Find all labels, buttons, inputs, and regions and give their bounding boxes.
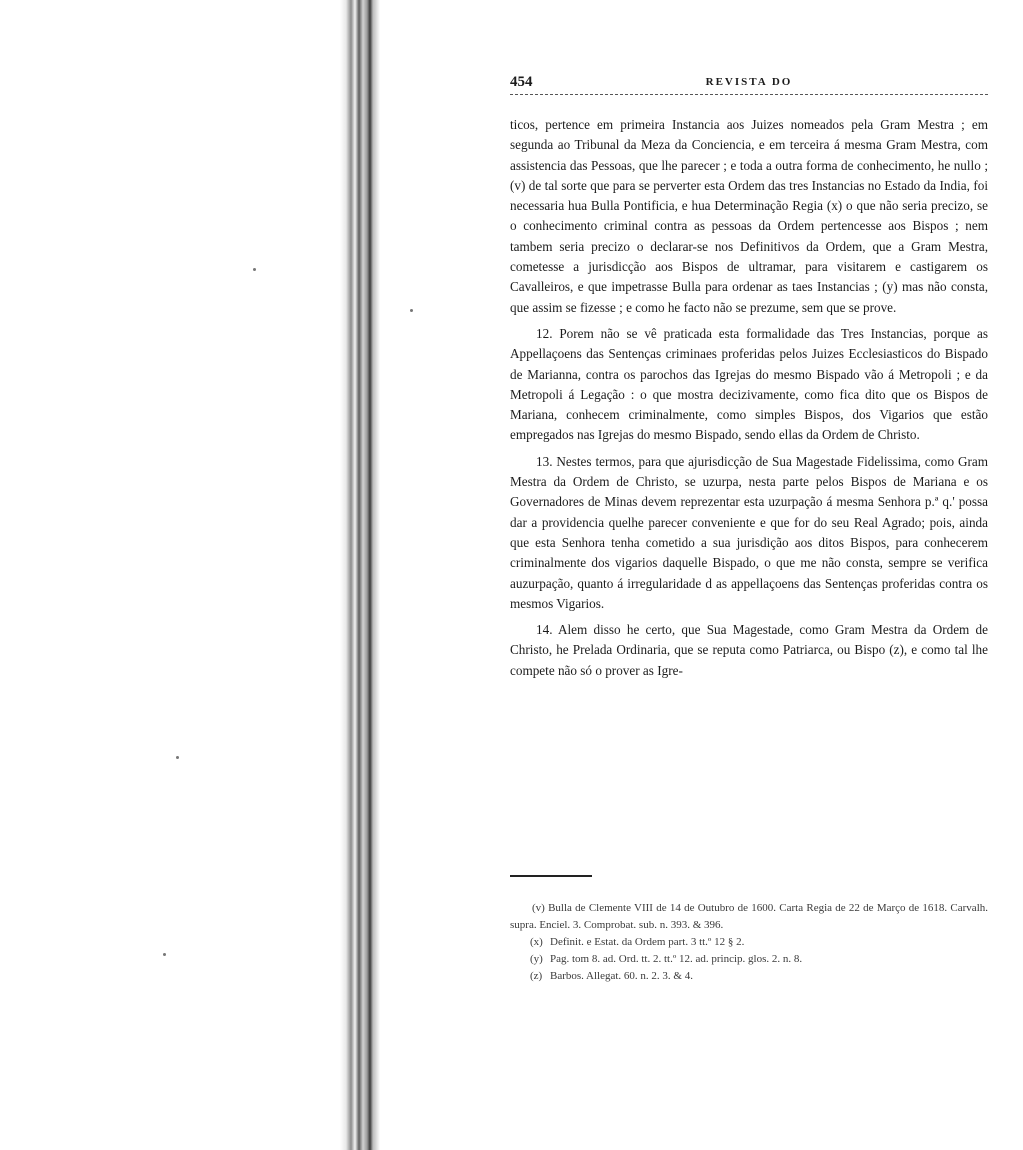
paragraph-12	[510, 324, 988, 446]
footnote-mark: (x)	[530, 936, 543, 948]
scan-speck	[176, 756, 179, 759]
footnote-z	[510, 968, 988, 985]
footnote-v	[510, 900, 988, 934]
footnotes	[510, 900, 988, 985]
body-text	[510, 115, 988, 681]
scan-speck	[410, 309, 413, 312]
footnote-text: Barbos. Allegat. 60. n. 2. 3. & 4.	[550, 970, 693, 982]
paragraph-14	[510, 620, 988, 681]
scan-speck	[253, 268, 256, 271]
footnote-y	[510, 951, 988, 968]
footnote-mark: (v)	[532, 902, 545, 914]
scan-speck	[163, 953, 166, 956]
paragraph-text: 13. Nestes termos, para que ajurisdicção de Sua Magestade Fidelissima, como Gram Mestra da Ordem de Christo, se uzurpa, nesta parte pelos Bispos de Mariana e os Governadores de Minas devem reprezentar esta uzurpação á mesma Senhora p.ª q.' possa dar a providencia quelhe parecer conveniente e que for do seu Real Agrado; pois, ainda que esta Senhora tenha cometido a sua jurisdição aos ditos Bispos, para conhecerem criminalmente dos vigarios daquelle Bispado, o que me não consta, sempre se verifica auzurpação, quanto á irregularidade d as appellaçoens das Sentenças proferidas contra os mesmos Vigarios.	[510, 453, 988, 611]
footnote-text: Definit. e Estat. da Ordem part. 3 tt.º 12 § 2.	[550, 936, 745, 948]
running-title: REVISTA DO	[705, 76, 793, 88]
paragraph-text: 12. Porem não se vê praticada esta formalidade das Tres Instancias, porque as Appellaçoens das Sentenças criminaes proferidas pelos Juizes Ecclesiasticos do Bispado de Marianna, contra os parochos das Igrejas do mesmo Bispado vão á Metropoli ; e da Metropoli á Legação : o que mostra decizivamente, como fica dito que os Bispos de Mariana, conhecem criminalmente, como simples Bispos, dos Vigarios que estão empregados nas Igrejas do mesmo Bispado, sendo ellas da Ordem de Christo.	[510, 325, 988, 443]
footnote-rule	[510, 875, 592, 877]
book-page	[510, 72, 988, 687]
footnote-mark: (z)	[530, 970, 543, 982]
footnote-x	[510, 934, 988, 951]
running-header	[510, 72, 988, 95]
footnote-text: Bulla de Clemente VIII de 14 de Outubro de 1600. Carta Regia de 22 de Março de 1618. Carvalh. supra. Enciel. 3. Comprobat. sub. n. 393. & 396.	[510, 902, 988, 931]
footnote-mark: (y)	[530, 953, 543, 965]
paragraph-13	[510, 452, 988, 614]
paragraph-text: 14. Alem disso he certo, que Sua Magestade, como Gram Mestra da Ordem de Christo, he Prelada Ordinaria, que se reputa como Patriarca, ou Bispo (z), e como tal lhe compete não só o prover as Igre-	[510, 622, 988, 678]
page-number: 454	[510, 74, 533, 90]
paragraph-continuation	[510, 115, 988, 318]
book-gutter	[340, 0, 388, 1150]
footnote-text: Pag. tom 8. ad. Ord. tt. 2. tt.º 12. ad. princip. glos. 2. n. 8.	[550, 953, 803, 965]
paragraph-text: ticos, pertence em primeira Instancia aos Juizes nomeados pela Gram Mestra ; em segunda ao Tribunal da Meza da Conciencia, e em terceira á mesma Gram Mestra, com assistencia das Pessoas, que lhe parecer ; e toda a outra forma de conhecimento, he nullo ; (v) de tal sorte que para se perverter esta Ordem das tres Instancias no Estado da India, foi necessaria hua Bulla Pontificia, e hua Determinação Regia (x) o que não seria precizo, se o conhecimento criminal contra as pessoas da Ordem pertencesse aos Bispos ; nem tambem seria precizo o declarar-se nos Definitivos da Ordem, que a Gram Mestra, cometesse a jurisdicção aos Bispos de ultramar, para visitarem e castigarem os Cavalleiros, e que impetrasse Bulla para ordenar as taes Instancias ; (y) mas não consta, que assim se fizesse ; e como he facto não se prezume, sem que se prove.	[510, 117, 988, 315]
